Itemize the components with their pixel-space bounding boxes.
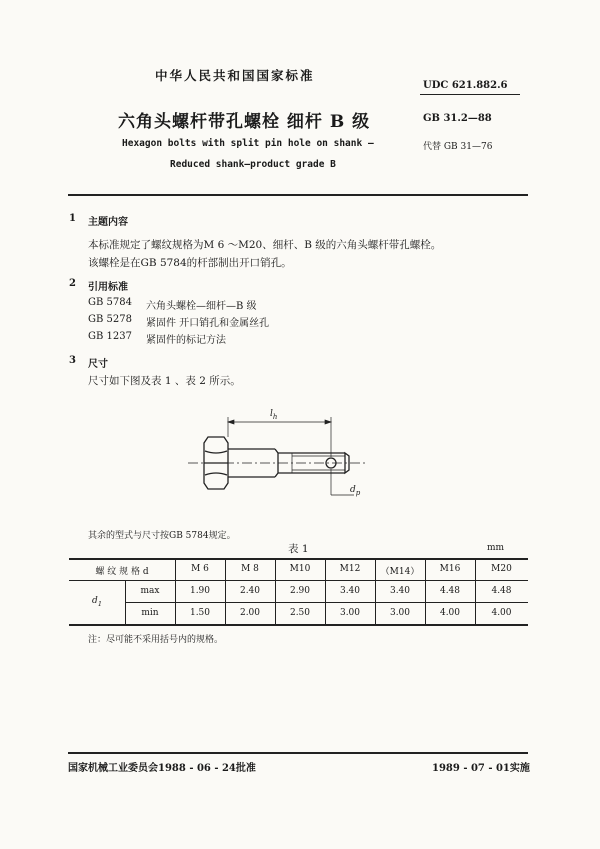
table-size-header: M16 — [439, 564, 461, 574]
title-english-line1: Hexagon bolts with split pin hole on shank — — [122, 138, 374, 149]
table-header-label: 螺 纹 规 格 d — [95, 567, 149, 577]
reference-code: GB 5278 — [88, 314, 132, 325]
section-1-heading: 主题内容 — [88, 217, 128, 228]
section-3-line1: 尺寸如下图及表 1 、表 2 所示。 — [88, 375, 241, 387]
table-cell: 3.40 — [389, 586, 411, 596]
table-size-header: M10 — [289, 564, 311, 574]
reference-title: 六角头螺栓—细杆—B 级 — [146, 301, 257, 312]
table-size-header: （M14） — [380, 567, 420, 577]
table-mid-rule — [125, 602, 528, 603]
table-size-header: M 8 — [241, 564, 259, 574]
table-cell: 4.00 — [439, 608, 461, 618]
dimension-lh-label: $l_h$ — [270, 409, 278, 421]
table-row-group-label: $d_1$ — [92, 596, 102, 608]
udc-rule — [420, 94, 520, 95]
gb-number: GB 31.2—88 — [423, 113, 492, 124]
table-cell: 3.00 — [339, 608, 361, 618]
standard-org: 中华人民共和国国家标准 — [155, 68, 315, 83]
section-1-number: 1 — [69, 213, 76, 224]
table-cell: 2.90 — [289, 586, 311, 596]
table-size-header: M12 — [339, 564, 361, 574]
table-header-rule — [69, 580, 528, 581]
footer-rule — [68, 752, 528, 754]
table-size-header: M20 — [491, 564, 512, 574]
section-1-line1: 本标准规定了螺纹规格为M 6 ～M20、细杆、B 级的六角头螺杆带孔螺栓。 — [88, 239, 442, 251]
section-3-heading: 尺寸 — [88, 359, 108, 370]
header-rule — [68, 194, 528, 196]
title-chinese: 六角头螺杆带孔螺栓 细杆 B 级 — [118, 112, 371, 132]
table-cell: 1.50 — [189, 608, 211, 618]
effective-date: 1989 - 07 - 01实施 — [432, 763, 530, 774]
table-cell: 4.00 — [491, 608, 512, 618]
table-cell: 2.40 — [239, 586, 261, 596]
table-cell: 4.48 — [491, 586, 512, 596]
udc-code: UDC 621.882.6 — [423, 80, 508, 91]
table-cell: 2.50 — [289, 608, 311, 618]
section-2-number: 2 — [69, 278, 76, 289]
reference-code: GB 5784 — [88, 297, 132, 308]
table-unit: mm — [487, 543, 505, 553]
replaces-note: 代替 GB 31—76 — [423, 142, 493, 152]
table-top-rule — [69, 558, 528, 560]
table-cell: 3.40 — [339, 586, 361, 596]
table-row-label: max — [140, 586, 160, 596]
approval-date: 国家机械工业委员会1988 - 06 - 24批准 — [68, 763, 256, 774]
table-caption: 表 1 — [288, 543, 309, 555]
table-size-header: M 6 — [191, 564, 209, 574]
table-bottom-rule — [69, 624, 528, 626]
table-cell: 4.48 — [439, 586, 461, 596]
section-1-line2: 该螺栓是在GB 5784的杆部制出开口销孔。 — [88, 257, 292, 269]
table-cell: 2.00 — [239, 608, 261, 618]
reference-title: 紧固件 开口销孔和金属丝孔 — [146, 318, 270, 329]
table-cell: 1.90 — [189, 586, 211, 596]
section-2-heading: 引用标准 — [88, 282, 128, 293]
table-note: 注：尽可能不采用括号内的规格。 — [88, 635, 224, 645]
table-row-label: min — [141, 608, 159, 618]
remark-text: 其余的型式与尺寸按GB 5784规定。 — [88, 531, 236, 541]
title-english-line2: Reduced shank—product grade B — [170, 159, 336, 170]
section-3-number: 3 — [69, 355, 76, 366]
reference-code: GB 1237 — [88, 331, 132, 342]
reference-title: 紧固件的标记方法 — [146, 335, 226, 346]
table-cell: 3.00 — [389, 608, 411, 618]
dimension-dp-label: $d_p$ — [350, 485, 361, 497]
